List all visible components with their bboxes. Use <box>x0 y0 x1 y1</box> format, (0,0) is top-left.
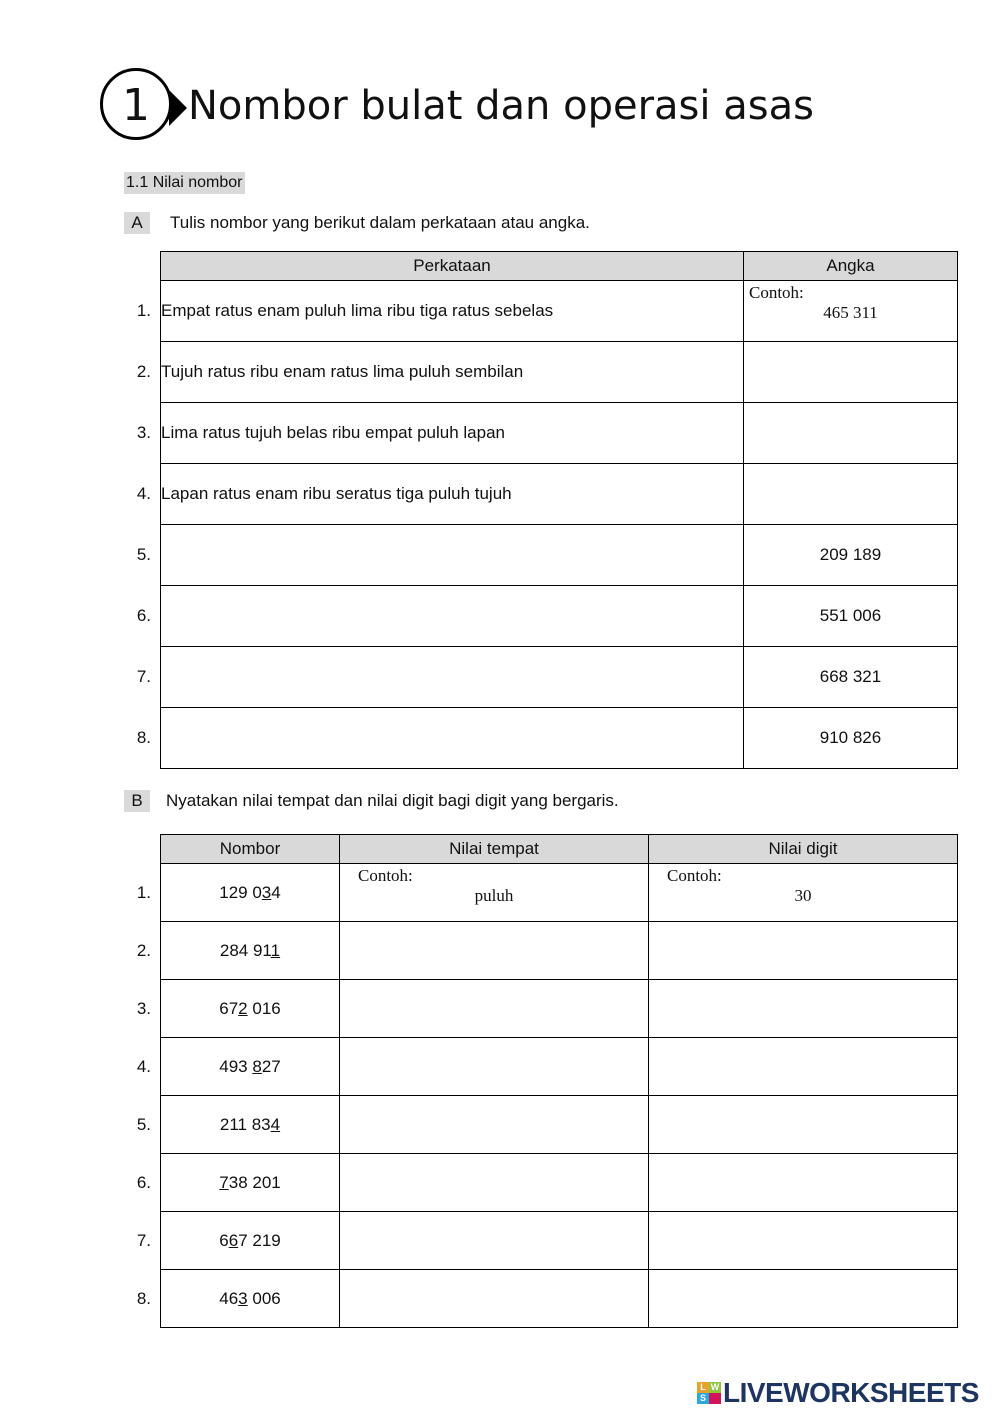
table-row <box>161 403 958 464</box>
liveworksheets-wordmark: LIVEWORKSHEETS <box>723 1377 979 1408</box>
nombor-cell <box>136 922 340 980</box>
chapter-header <box>100 68 814 146</box>
liveworksheets-mark-icon <box>697 1382 721 1404</box>
number-part-after: 016 <box>247 998 281 1018</box>
nilai-tempat-cell[interactable] <box>340 1154 649 1212</box>
table-row <box>161 922 958 980</box>
nilai-digit-cell[interactable] <box>649 1212 958 1270</box>
section-b-letter: B <box>124 790 150 812</box>
underlined-digit: 7 <box>219 1172 229 1192</box>
number-with-underlined-digit <box>219 1173 280 1192</box>
table-row <box>161 281 958 342</box>
nombor-cell <box>136 1270 340 1328</box>
nilai-digit-answer-input[interactable] <box>649 1096 957 1153</box>
nilai-digit-answer-input[interactable] <box>649 1154 957 1211</box>
section-a-instruction: Tulis nombor yang berikut dalam perkataan atau angka. <box>170 213 590 232</box>
example-nilai-digit: 30 <box>794 886 812 905</box>
example-number: 465 311 <box>823 303 878 322</box>
angka-cell[interactable] <box>744 464 958 525</box>
table-row <box>161 980 958 1038</box>
angka-cell <box>744 281 958 342</box>
chapter-title: Nombor bulat dan operasi asas <box>188 83 814 129</box>
underlined-digit: 1 <box>270 940 281 960</box>
column-header-nilai-tempat: Nilai tempat <box>340 835 649 864</box>
number-with-underlined-digit <box>219 1231 280 1250</box>
nilai-digit-cell[interactable] <box>649 1096 958 1154</box>
example-label: Contoh: <box>749 283 804 302</box>
row-number: 6. <box>136 606 151 625</box>
angka-cell <box>744 647 958 708</box>
underlined-digit: 3 <box>261 882 272 902</box>
number-answer-input[interactable] <box>744 403 957 463</box>
angka-cell[interactable] <box>744 403 958 464</box>
angka-cell[interactable] <box>744 342 958 403</box>
number-part-after: 38 201 <box>228 1172 281 1192</box>
nombor-cell <box>136 980 340 1038</box>
nilai-tempat-answer-input[interactable] <box>340 980 648 1037</box>
nilai-digit-cell[interactable] <box>649 1038 958 1096</box>
row-number: 8. <box>136 728 151 747</box>
nombor-cell <box>136 1154 340 1212</box>
number-words-text: Lima ratus tujuh belas ribu empat puluh lapan <box>161 423 505 442</box>
number-words-text: Tujuh ratus ribu enam ratus lima puluh sembilan <box>161 362 524 381</box>
table-row <box>161 525 958 586</box>
badge-arrow-icon <box>169 90 187 126</box>
perkataan-cell <box>136 342 744 403</box>
number-part-before: 46 <box>219 1288 239 1308</box>
row-number: 4. <box>136 484 151 503</box>
nombor-cell <box>136 864 340 922</box>
underlined-digit: 8 <box>252 1056 262 1076</box>
number-part-after: 4 <box>271 882 281 902</box>
underlined-digit: 3 <box>238 1288 248 1308</box>
table-row <box>161 1096 958 1154</box>
nilai-digit-answer-input[interactable] <box>649 922 957 979</box>
number-part-after: 7 219 <box>238 1230 281 1250</box>
logo-mark-letter: W <box>710 1382 720 1392</box>
nilai-tempat-answer-input[interactable] <box>340 1096 648 1153</box>
nilai-digit-answer-input[interactable] <box>649 1038 957 1095</box>
number-value: 551 006 <box>819 606 882 625</box>
nilai-tempat-cell[interactable] <box>340 1096 649 1154</box>
words-answer-input[interactable] <box>161 525 743 585</box>
number-words-text: Lapan ratus enam ribu seratus tiga puluh tujuh <box>161 484 512 503</box>
section-a-letter: A <box>124 212 150 234</box>
number-with-underlined-digit <box>220 941 280 960</box>
nilai-digit-answer-input[interactable] <box>649 1212 957 1269</box>
table-row <box>161 1270 958 1328</box>
row-number: 4. <box>136 1056 151 1076</box>
nilai-digit-cell[interactable] <box>649 922 958 980</box>
row-number: 3. <box>136 423 151 442</box>
number-value: 910 826 <box>819 728 882 747</box>
perkataan-cell[interactable] <box>136 586 744 647</box>
nilai-tempat-answer-input[interactable] <box>340 1270 648 1327</box>
table-row <box>161 586 958 647</box>
angka-cell <box>744 708 958 769</box>
section-b-instruction: Nyatakan nilai tempat dan nilai digit bagi digit yang bergaris. <box>166 791 619 810</box>
perkataan-cell[interactable] <box>136 708 744 769</box>
column-header-perkataan: Perkataan <box>161 252 744 281</box>
nilai-digit-cell[interactable] <box>649 980 958 1038</box>
words-answer-input[interactable] <box>161 708 743 768</box>
row-number: 5. <box>136 1114 151 1134</box>
nilai-tempat-cell[interactable] <box>340 1212 649 1270</box>
number-with-underlined-digit <box>219 1289 280 1308</box>
nombor-cell <box>136 1038 340 1096</box>
nilai-tempat-cell[interactable] <box>340 980 649 1038</box>
number-part-before: 211 83 <box>219 1114 271 1134</box>
nilai-tempat-cell[interactable] <box>340 1270 649 1328</box>
row-number: 7. <box>136 1230 151 1250</box>
logo-mark-letter: S <box>697 1393 709 1404</box>
table-row <box>161 342 958 403</box>
column-header-angka: Angka <box>744 252 958 281</box>
row-number: 7. <box>136 667 151 686</box>
nilai-tempat-cell[interactable] <box>340 922 649 980</box>
table-row <box>161 464 958 525</box>
number-part-before: 284 91 <box>219 940 271 960</box>
nilai-digit-cell[interactable] <box>649 1154 958 1212</box>
nombor-cell <box>136 1096 340 1154</box>
underlined-digit: 6 <box>228 1230 239 1250</box>
number-value: 668 321 <box>819 667 882 686</box>
column-header-nombor: Nombor <box>161 835 340 864</box>
nilai-tempat-answer-input[interactable] <box>340 1154 648 1211</box>
section-b-table <box>136 834 958 1328</box>
row-number: 1. <box>136 301 151 320</box>
angka-cell <box>744 586 958 647</box>
row-number: 1. <box>136 882 151 902</box>
row-number: 8. <box>136 1288 151 1308</box>
example-label: Contoh: <box>358 866 413 885</box>
number-with-underlined-digit <box>219 1057 280 1076</box>
row-number: 2. <box>136 362 151 381</box>
subsection-title: 1.1 Nilai nombor <box>124 172 245 194</box>
number-answer-input[interactable] <box>744 342 957 402</box>
number-part-before: 6 <box>219 1230 229 1250</box>
number-answer-input[interactable] <box>744 464 957 524</box>
underlined-digit: 2 <box>238 998 248 1018</box>
chapter-number: 1 <box>122 80 150 131</box>
nilai-digit-cell <box>649 864 958 922</box>
table-row <box>161 1154 958 1212</box>
nilai-tempat-answer-input[interactable] <box>340 1038 648 1095</box>
perkataan-cell <box>136 464 744 525</box>
nilai-tempat-cell[interactable] <box>340 1038 649 1096</box>
nilai-digit-answer-input[interactable] <box>649 980 957 1037</box>
table-header-row <box>161 835 958 864</box>
number-part-before: 67 <box>219 998 239 1018</box>
number-with-underlined-digit <box>220 1115 280 1134</box>
number-part-before: 129 0 <box>219 882 262 902</box>
nilai-digit-cell[interactable] <box>649 1270 958 1328</box>
logo-mark-letter: L <box>697 1382 709 1393</box>
example-label: Contoh: <box>667 866 722 885</box>
perkataan-cell <box>136 403 744 464</box>
number-with-underlined-digit <box>219 883 280 902</box>
example-nilai-tempat: puluh <box>474 886 514 905</box>
nilai-digit-answer-input[interactable] <box>649 1270 957 1327</box>
table-row <box>161 864 958 922</box>
nilai-tempat-answer-input[interactable] <box>340 1212 648 1269</box>
nombor-cell <box>136 1212 340 1270</box>
column-header-nilai-digit: Nilai digit <box>649 835 958 864</box>
angka-cell <box>744 525 958 586</box>
words-answer-input[interactable] <box>161 647 743 707</box>
row-number: 6. <box>136 1172 151 1192</box>
table-header-row <box>161 252 958 281</box>
table-row <box>161 1212 958 1270</box>
perkataan-cell[interactable] <box>136 525 744 586</box>
number-value: 209 189 <box>819 545 882 564</box>
perkataan-cell[interactable] <box>136 647 744 708</box>
table-row <box>161 1038 958 1096</box>
row-number: 2. <box>136 940 151 960</box>
underlined-digit: 4 <box>270 1114 281 1134</box>
row-number: 5. <box>136 545 151 564</box>
section-a-table <box>136 251 958 769</box>
words-answer-input[interactable] <box>161 586 743 646</box>
nilai-tempat-answer-input[interactable] <box>340 922 648 979</box>
logo-mark-letter <box>709 1393 721 1404</box>
table-row <box>161 647 958 708</box>
table-row <box>161 708 958 769</box>
number-words-text: Empat ratus enam puluh lima ribu tiga ratus sebelas <box>161 301 554 320</box>
perkataan-cell <box>136 281 744 342</box>
number-part-after: 27 <box>261 1056 281 1076</box>
number-with-underlined-digit <box>219 999 280 1018</box>
number-part-after: 006 <box>247 1288 281 1308</box>
row-number: 3. <box>136 998 151 1018</box>
number-part-before: 493 <box>219 1056 253 1076</box>
nilai-tempat-cell <box>340 864 649 922</box>
